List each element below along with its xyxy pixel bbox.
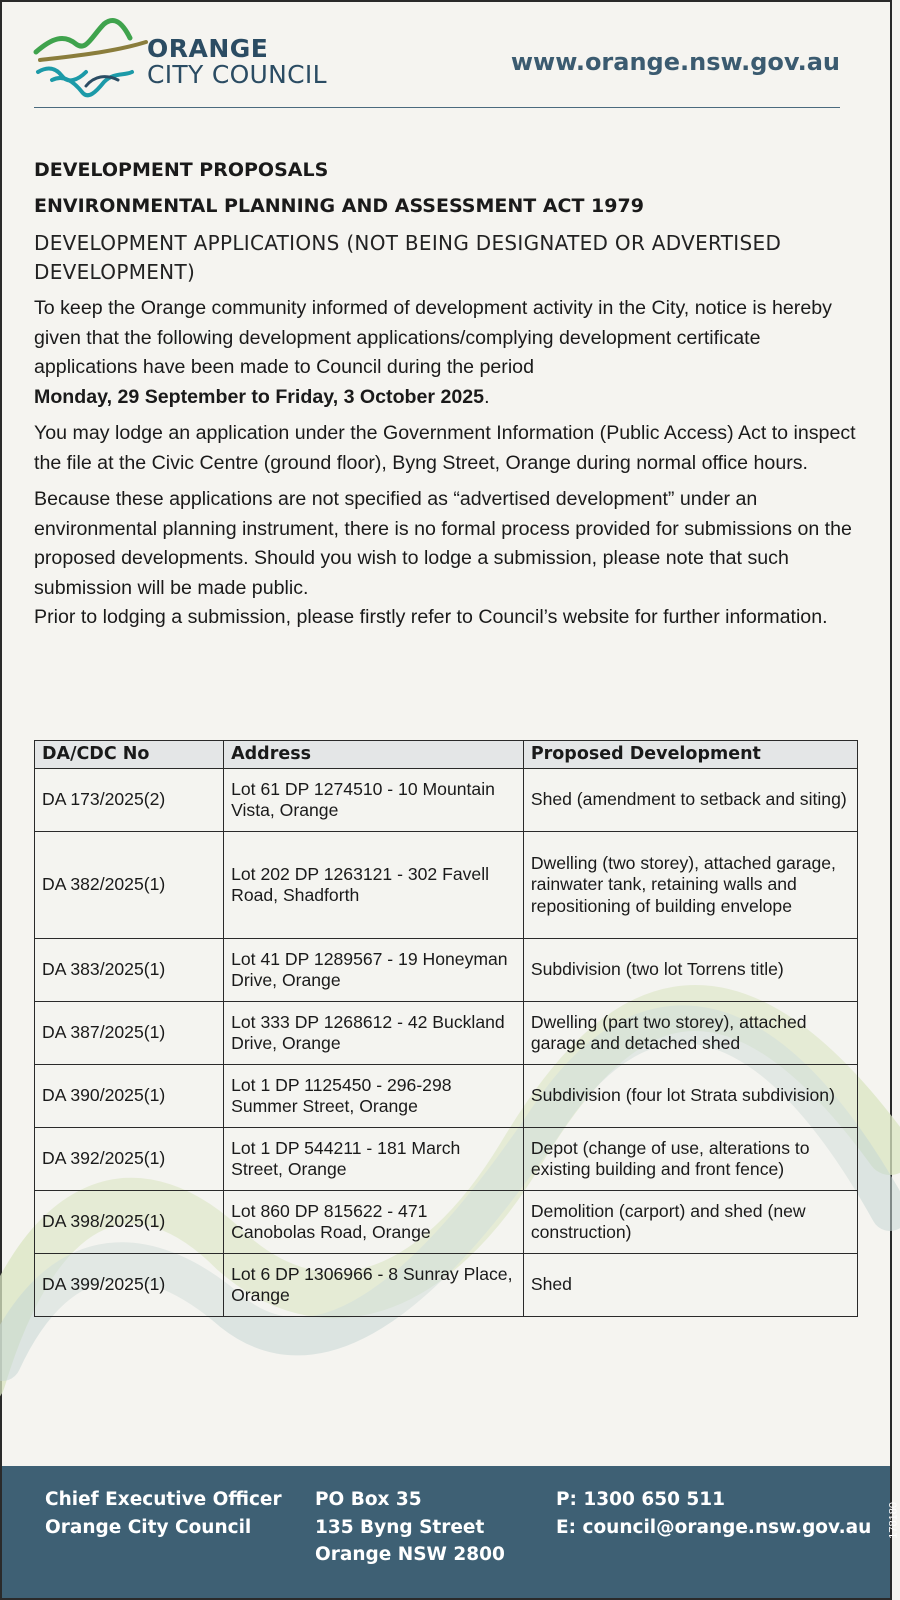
cell-development: Subdivision (four lot Strata subdivision) — [523, 1065, 857, 1128]
header — [34, 16, 840, 108]
table-row — [35, 769, 858, 832]
footer-ceo-title: Chief Executive Officer — [45, 1489, 282, 1510]
cell-address: Lot 202 DP 1263121 - 302 Favell Road, Shadforth — [224, 832, 524, 939]
cell-address: Lot 860 DP 815622 - 471 Canobolas Road, Orange — [224, 1191, 524, 1254]
column-header-address: Address — [224, 741, 524, 769]
cell-da-no: DA 383/2025(1) — [35, 939, 224, 1002]
table-row — [35, 939, 858, 1002]
footer-contact — [556, 1486, 871, 1541]
footer-postal-address — [315, 1486, 505, 1569]
cell-address: Lot 1 DP 1125450 - 296-298 Summer Street, Orange — [224, 1065, 524, 1128]
cell-da-no: DA 399/2025(1) — [35, 1254, 224, 1317]
paragraph-website: Prior to lodging a submission, please firstly refer to Council’s website for further information. — [34, 606, 828, 628]
logo-line-1: ORANGE — [147, 34, 269, 63]
cell-address: Lot 41 DP 1289567 - 19 Honeyman Drive, Orange — [224, 939, 524, 1002]
applications-table — [34, 740, 858, 1317]
column-header-da-no: DA/CDC No — [35, 741, 224, 769]
cell-development: Shed (amendment to setback and siting) — [523, 769, 857, 832]
notice-body — [34, 158, 864, 640]
period-end: . — [484, 385, 490, 408]
footer-locality: Orange NSW 2800 — [315, 1544, 505, 1565]
paragraph-submissions: Because these applications are not specified as “advertised development” under an environmental planning instrument, there is no formal process provided for submissions on the proposed developments. Should you wish to lodge a submission, please note that such submission will be made public. — [34, 488, 852, 599]
table-row — [35, 832, 858, 939]
cell-development: Depot (change of use, alterations to existing building and front fence) — [523, 1128, 857, 1191]
footer-phone[interactable]: P: 1300 650 511 — [556, 1489, 726, 1510]
ad-reference-code: 178180 — [888, 1502, 900, 1539]
cell-development: Dwelling (part two storey), attached garage and detached shed — [523, 1002, 857, 1065]
table-row — [35, 1002, 858, 1065]
paragraph-inspection: You may lodge an application under the Government Information (Public Access) Act to inspect the file at the Civic Centre (ground floor), Byng Street, Orange during normal office hours. — [34, 422, 856, 474]
table-row — [35, 1128, 858, 1191]
cell-da-no: DA 398/2025(1) — [35, 1191, 224, 1254]
header-divider — [34, 107, 840, 108]
cell-da-no: DA 392/2025(1) — [35, 1128, 224, 1191]
intro-text: To keep the Orange community informed of development activity in the City, notice is hereby given that the following development applications/complying development certificate applications have been made to Council during the period — [34, 297, 832, 378]
cell-development: Subdivision (two lot Torrens title) — [523, 939, 857, 1002]
cell-da-no: DA 387/2025(1) — [35, 1002, 224, 1065]
cell-development: Shed — [523, 1254, 857, 1317]
footer-council-name: Orange City Council — [45, 1516, 252, 1538]
council-logo-icon — [34, 16, 154, 106]
cell-da-no: DA 382/2025(1) — [35, 832, 224, 939]
cell-address: Lot 6 DP 1306966 - 8 Sunray Place, Orange — [224, 1254, 524, 1317]
footer-po-box: PO Box 35 — [315, 1489, 422, 1510]
logo-line-2: CITY COUNCIL — [147, 60, 327, 89]
footer-ceo — [45, 1486, 282, 1541]
heading-act: ENVIRONMENTAL PLANNING AND ASSESSMENT ACT 1979 — [34, 195, 644, 217]
table-row — [35, 1254, 858, 1317]
table-header-row — [35, 741, 858, 769]
cell-address: Lot 333 DP 1268612 - 42 Buckland Drive, Orange — [224, 1002, 524, 1065]
period-dates: Monday, 29 September to Friday, 3 October 2025 — [34, 385, 485, 408]
cell-address: Lot 1 DP 544211 - 181 March Street, Orange — [224, 1128, 524, 1191]
cell-development: Demolition (carport) and shed (new construction) — [523, 1191, 857, 1254]
website-url[interactable]: www.orange.nsw.gov.au — [510, 48, 840, 76]
table-row — [35, 1065, 858, 1128]
cell-da-no: DA 390/2025(1) — [35, 1065, 224, 1128]
footer-street: 135 Byng Street — [315, 1516, 485, 1538]
footer-email[interactable]: E: council@orange.nsw.gov.au — [556, 1516, 872, 1538]
cell-da-no: DA 173/2025(2) — [35, 769, 224, 832]
cell-address: Lot 61 DP 1274510 - 10 Mountain Vista, Orange — [224, 769, 524, 832]
cell-development: Dwelling (two storey), attached garage, rainwater tank, retaining walls and repositioning of building envelope — [523, 832, 857, 939]
paragraph-intro — [34, 294, 864, 412]
heading-development-proposals: DEVELOPMENT PROPOSALS — [34, 159, 329, 181]
council-wordmark — [147, 36, 327, 88]
table-row — [35, 1191, 858, 1254]
subheading-applications: DEVELOPMENT APPLICATIONS (NOT BEING DESIGNATED OR ADVERTISED DEVELOPMENT) — [34, 231, 782, 284]
footer — [2, 1466, 890, 1598]
column-header-proposed-development: Proposed Development — [523, 741, 857, 769]
